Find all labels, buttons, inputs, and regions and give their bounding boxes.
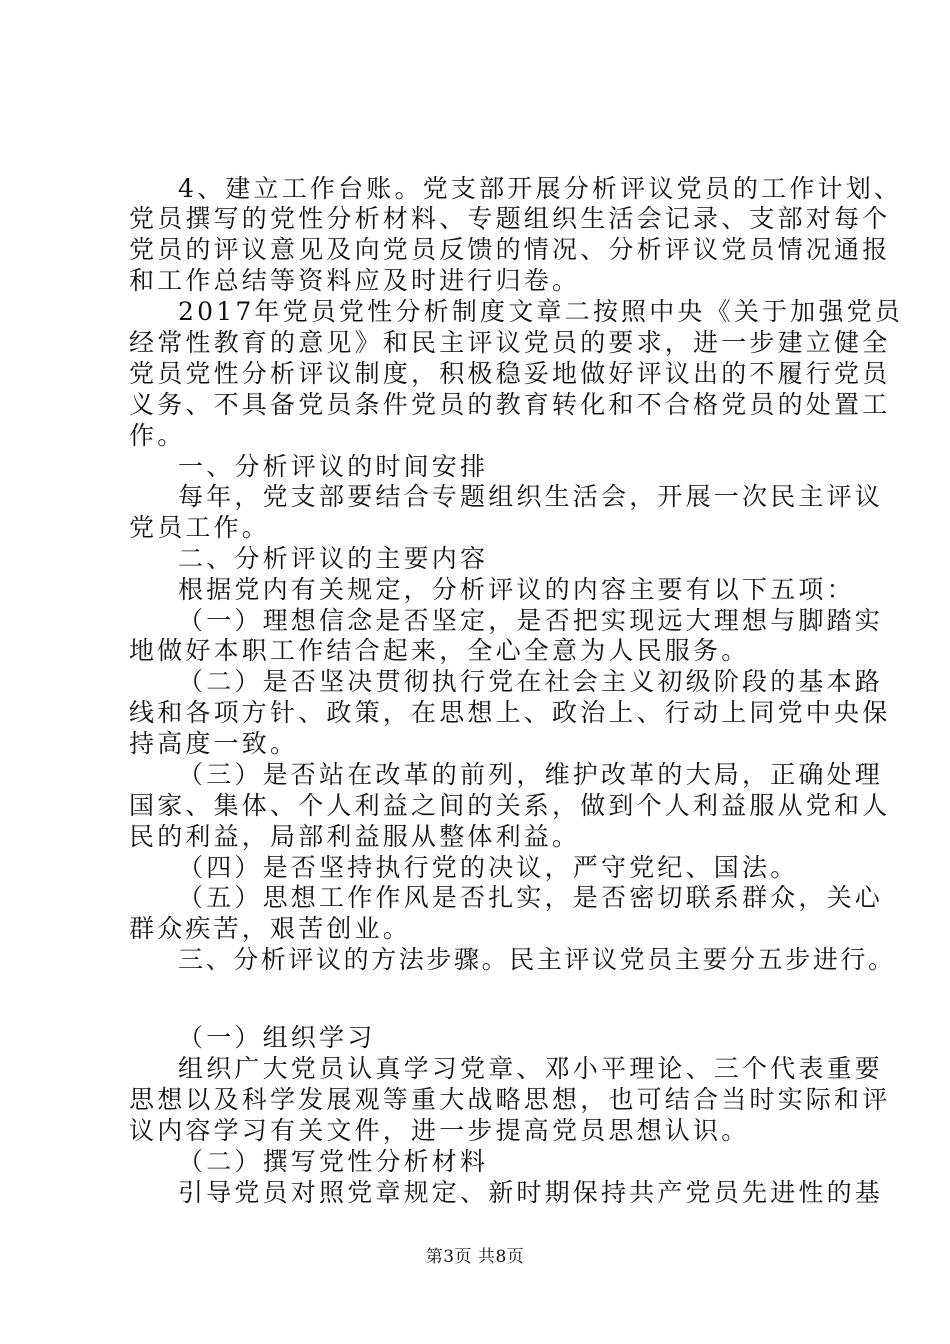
subsection-heading: （一）组织学习 <box>178 1023 376 1052</box>
body-line: 组织广大党员认真学习党章、邓小平理论、三个代表重要 <box>178 1054 884 1083</box>
body-line: （三）是否站在改革的前列，维护改革的大局，正确处理 <box>178 760 884 789</box>
body-line: 根据党内有关规定，分析评议的内容主要有以下五项： <box>178 575 855 604</box>
body-line: 线和各项方针、政策，在思想上、政治上、行动上同党中央保 <box>129 698 891 727</box>
page-number: 第3页 共8页 <box>425 1247 525 1267</box>
body-line: 国家、集体、个人利益之间的关系，做到个人利益服从党和人 <box>129 791 891 820</box>
body-line: （一）理想信念是否坚定，是否把实现远大理想与脚踏实 <box>178 606 884 635</box>
body-line: 作。 <box>129 421 186 450</box>
body-line: 经常性教育的意见》和民主评议党员的要求，进一步建立健全 <box>129 328 891 357</box>
body-line: 引导党员对照党章规定、新时期保持共产党员先进性的基 <box>178 1178 884 1207</box>
body-line: 义务、不具备党员条件党员的教育转化和不合格党员的处置工 <box>129 390 891 419</box>
subsection-heading: （二）撰写党性分析材料 <box>178 1147 489 1176</box>
body-line: 党员撰写的党性分析材料、专题组织生活会记录、支部对每个 <box>129 204 891 233</box>
body-line: 每年，党支部要结合专题组织生活会，开展一次民主评议 <box>178 482 884 511</box>
body-line: 和工作总结等资料应及时进行归卷。 <box>129 266 581 295</box>
body-line: 党员党性分析评议制度，积极稳妥地做好评议出的不履行党员 <box>129 359 891 388</box>
body-line: 4、建立工作台账。党支部开展分析评议党员的工作计划、 <box>178 174 903 203</box>
body-line: 议内容学习有关文件，进一步提高党员思想认识。 <box>129 1116 750 1145</box>
body-line: 地做好本职工作结合起来，全心全意为人民服务。 <box>129 636 750 665</box>
body-line: 群众疾苦，艰苦创业。 <box>129 914 412 943</box>
body-line: （五）思想工作作风是否扎实，是否密切联系群众，关心 <box>178 883 884 912</box>
body-line: 党员工作。 <box>129 513 271 542</box>
body-line: 持高度一致。 <box>129 729 299 758</box>
section-heading: 一、分析评议的时间安排 <box>178 452 489 481</box>
body-line: 民的利益，局部利益服从整体利益。 <box>129 822 581 851</box>
section-heading: 三、分析评议的方法步骤。民主评议党员主要分五步进行。 <box>178 945 896 974</box>
body-line: 2017年党员党性分析制度文章二按照中央《关于加强党员 <box>178 297 904 326</box>
body-line: （二）是否坚决贯彻执行党在社会主义初级阶段的基本路 <box>178 667 884 696</box>
body-line: 思想以及科学发展观等重大战略思想，也可结合当时实际和评 <box>129 1085 891 1114</box>
body-line: 党员的评议意见及向党员反馈的情况、分析评议党员情况通报 <box>129 235 891 264</box>
section-heading: 二、分析评议的主要内容 <box>178 544 489 573</box>
body-line: （四）是否坚持执行党的决议，严守党纪、国法。 <box>178 853 799 882</box>
